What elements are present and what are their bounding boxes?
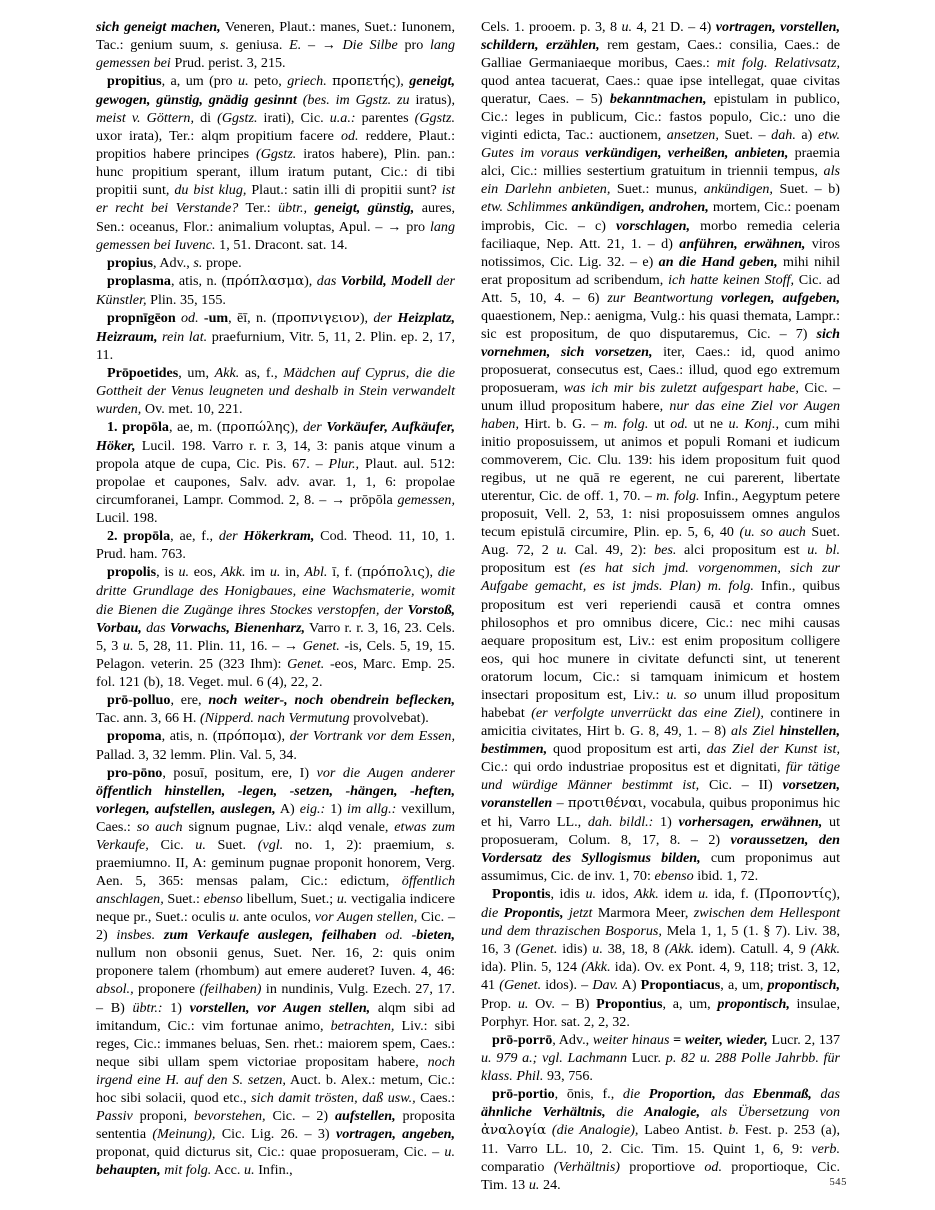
dict-entry: Prōpoetides, um, Akk. as, f., Mädchen auf Cyprus, die die Gottheit der Venus leugneten und deshalb in Stein verwandelt wurden, Ov. met. 10, 221. xyxy=(96,364,455,417)
dict-entry: 2. propōla, ae, f., der Hökerkram, Cod. Theod. 11, 10, 1. Prud. ham. 763. xyxy=(96,528,455,563)
dict-entry: prō-portio, ōnis, f., die Proportion, das Ebenmaß, das ähnliche Verhältnis, die Analogie, als Übersetzung von ἀναλογία (die Analogie), Labeo Antist. b. Fest. p. 253 (a), 11. Varro LL. 10, 2. Cic. Tim. 15. Quint 1, 6, 9: verb. comparatio (Verhältnis) proportiove od. proportioque, Cic. Tim. 13 u. 24. xyxy=(481,1085,841,1193)
dict-entry: prō-polluo, ere, noch weiter-, noch obendrein beflecken, Tac. ann. 3, 66 H. (Nipperd. nach Vermutung provolvebat). xyxy=(96,691,455,726)
dict-entry: prō-porrō, Adv., weiter hinaus = weiter, wieder, Lucr. 2, 137 u. 979 a.; vgl. Lachmann Lucr. p. 82 u. 288 Polle Jahrbb. für klass. Phil. 93, 756. xyxy=(481,1031,840,1084)
page-number: 545 xyxy=(829,1177,847,1188)
dict-entry: propitius, a, um (pro u. peto, griech. προπετής), geneigt, gewogen, günstig, gnädig gesinnt (bes. im Ggstz. zu iratus), meist v. Göttern, di (Ggstz. irati), Cic. u.a.: parentes (Ggstz. uxor irata), Ter.: alqm propitium facere od. reddere, Plaut.: propitios habere principes (Ggstz. iratos habere), Plin. pan.: hunc propitium sperant, illum iratum putant, Cic.: di tibi propitii sunt, du bist klug, Plaut.: satin illi di propitii sunt? ist er recht bei Verstande? Ter.: übtr., geneigt, günstig, aures, Sen.: oceanus, Flor.: animalium voluptas, Apul. – → pro lang gemessen bei Iuvenc. 1, 51. Dracont. sat. 14. xyxy=(96,73,456,253)
dict-entry: proplasma, atis, n. (πρόπλασμα), das Vorbild, Modell der Künstler, Plin. 35, 155. xyxy=(96,272,455,308)
dict-entry: sich geneigt machen, Veneren, Plaut.: manes, Suet.: Iunonem, Tac.: genium suum, s. geniusa. E. – → Die Silbe pro lang gemessen bei Prud. perist. 3, 215. xyxy=(96,19,456,72)
two-column-body xyxy=(96,18,840,1194)
dict-entry: Cels. 1. prooem. p. 3, 8 u. 4, 21 D. – 4) vortragen, vorstellen, schildern, erzählen, rem gestam, Caes.: consilia, Caes.: de Galliae Germaniaeque moribus, Caes.: mit folg. Relativsatz, quod antea tacuerat, Caes.: quae ipse intellegat, quae civitas queratur, Caes. – 5) bekanntmachen, epistulam in publico, Cic.: leges in publicum, Cic.: fastos populo, Cic.: uno die viginti edicta, Tac.: auctionem, ansetzen, Suet. – dah. a) etw. Gutes im voraus verkündigen, verheißen, anbieten, praemia alci, Cic.: millies sestertium gratuitum in triennii tempus, als ein Darlehn anbieten, Suet.: munus, ankündigen, Suet. – b) etw. Schlimmes ankündigen, androhen, mortem, Cic.: poenam improbis, Cic. – c) vorschlagen, morbo remedia celeria faciliaque, Nep. Att. 21, 1. – d) anführen, erwähnen, viros notissimos, Cic. Lig. 32. – e) an die Hand geben, mihi nihil erat propositum ad scribendum, ich hatte keinen Stoff, Cic. ad Att. 5, 10, 4. – 6) zur Beantwortung vorlegen, aufgeben, quaestionem, Nep.: aenigma, Vulg.: his quasi themata, Lampr.: sic est propositum, de quo disputaremus, Cic. – 7) sich vornehmen, sich vorsetzen, iter, Caes.: id, quod animo proposuerat, consecutus est, Caes.: illud, quod ego extremum proposueram, was ich mir bis zuletzt aufgespart habe, Cic. – unum illud propositum habere, nur das eine Ziel vor Augen haben, Hirt. b. G. – m. folg. ut od. ut ne u. Konj., cum mihi initio proposuissem, ut animos et populi Romani et iudicum commoverem, Cic. Clu. 139: his idem propositum fuit quod regibus, ut ne quā re egerent, ne cui parerent, libertate uterentur, Cic. de off. 1, 70. – m. folg. Infin., Aegyptum petere proposuit, Vell. 2, 53, 1: nisi proposuissem omnes angulos tecum epistulā circumire, Plin. ep. 5, 6, 40 (u. so auch Suet. Aug. 72, 2 u. Cal. 49, 2): bes. alci propositum est u. bl. propositum est (es hat sich jmd. vorgenommen, sich zur Aufgabe gemacht, es ist jmds. Plan) m. folg. Infin., quibus propositum est veri reperiendi causā et contra omnes philosophos et pro omnibus dicere, Cic.: nec mihi causas aequare propositum est, Liv.: est enim propositum colligere eos, qui hoc munere in civitate defuncti sint, ut tenerent oratorum locum, Cic.: si tamquam inimicum et hostem insectari propositum est, Liv.: u. so unum illud propositum habebat (er verfolgte unverrückt das eine Ziel), continere in amicitia civitates, Hirt b. G. 8, 49, 1. – 8) als Ziel hinstellen, bestimmen, quod propositum est arti, das Ziel der Kunst ist, Cic.: qui ordo industriae propositus est et dignitati, für tätige und würdige Männer bestimmt ist, Cic. – II) vorsetzen, voranstellen – προτιθέναι, vocabula, quibus proponimus hic et hi, Varro LL., dah. bildl.: 1) vorhersagen, erwähnen, ut proposueram, Colum. 8, 17, 8. – 2) voraussetzen, den Vordersatz des Syllogismus bilden, cum proponimus aut assumimus, Cic. de inv. 1, 70: ebenso ibid. 1, 72. xyxy=(481,19,841,885)
dict-entry: Propontis, idis u. idos, Akk. idem u. ida, f. (Προποντίς), die Propontis, jetzt Marmora Meer, zwischen dem Hellespont und dem thrazischen Bosporus, Mela 1, 1, 5 (1. § 7). Liv. 38, 16, 3 (Genet. idis) u. 38, 18, 8 (Akk. idem). Catull. 4, 9 (Akk. ida). Plin. 5, 124 (Akk. ida). Ov. ex Pont. 4, 9, 118; trist. 3, 12, 41 (Genet. idos). – Dav. A) Propontiacus, a, um, propontisch, Prop. u. Ov. – B) Propontius, a, um, propontisch, insulae, Porphyr. Hor. sat. 2, 2, 32. xyxy=(481,886,841,1030)
dict-entry: 1. propōla, ae, m. (προπώλης), der Vorkäufer, Aufkäufer, Höker, Lucil. 198. Varro r. r. 3, 14, 3: panis atque vinum a propola atque de cupa, Cic. Pis. 67. – Plur., Plaut. aul. 512: propolae et caupones, Salv. adv. avar. 1, 1, 6: propolae circumforanei, Lampr. Commod. 2, 8. – → prōpōla gemessen, Lucil. 198. xyxy=(96,419,456,527)
dict-entry: propolis, is u. eos, Akk. im u. in, Abl. ī, f. (πρόπολις), die dritte Grundlage des Honigbaues, eine Wachsmaterie, womit die Bienen die Zugänge ihres Stockes verstopfen, der Vorstoß, Vorbau, das Vorwachs, Bienenharz, Varro r. r. 3, 16, 23. Cels. 5, 3 u. 5, 28, 11. Plin. 11, 16. – → Genet. -is, Cels. 5, 19, 15. Pelagon. veterin. 25 (323 Ihm): Genet. -eos, Marc. Emp. 25. fol. 121 (b), 18. Veget. mul. 6 (4), 22, 2. xyxy=(96,564,456,690)
dict-entry: propnīgēon od. -um, ēī, n. (προπνιγειον), der Heizplatz, Heizraum, rein lat. praefurnium, Vitr. 5, 11, 2. Plin. ep. 2, 17, 11. xyxy=(96,309,456,363)
left-column xyxy=(96,18,455,1179)
dict-entry: propius, Adv., s. prope. xyxy=(107,254,242,271)
dict-entry: pro-pōno, posuī, positum, ere, I) vor die Augen anderer öffentlich hinstellen, -legen, -setzen, -hängen, -heften, vorlegen, aufstellen, auslegen, A) eig.: 1) im allg.: vexillum, Caes.: so auch signum pugnae, Liv.: alqd venale, etwas zum Verkaufe, Cic. u. Suet. (vgl. no. 1, 2): praemium, s. praemiumno. II, A: geminum pugnae proponit honorem, Verg. Aen. 5, 365: mensas palam, Cic.: edictum, öffentlich anschlagen, Suet.: ebenso libellum, Suet.; u. vectigalia indicere neque pr., Suet.: oculis u. ante oculos, vor Augen stellen, Cic. – 2) insbes. zum Verkaufe auslegen, feilhaben od. -bieten, nullum non obsonii genus, Suet. Ner. 16, 2: quis onim proponere talem (rhombum) aut emere auderet? Iuven. 4, 46: absol., proponere (feilhaben) in nundinis, Vulg. Ezech. 27, 17. – B) übtr.: 1) vorstellen, vor Augen stellen, alqm sibi ad imitandum, Cic.: vim fortunae animo, betrachten, Liv.: sibi reges, Cic.: immanes beluas, Sen. rhet.: maiorem spem, Caes.: neque sibi ullam spem victoriae propositam habere, noch irgend eine H. auf den S. setzen, Auct. b. Alex.: metum, Cic.: hoc sibi solacii, quod etc., sich damit trösten, daß usw., Caes.: Passiv proponi, bevorstehen, Cic. – 2) aufstellen, proposita sententia (Meinung), Cic. Lig. 26. – 3) vortragen, angeben, proponat, quid dicturus sit, Cic.: quae proposueram, Cic. – u. behaupten, mit folg. Acc. u. Infin., xyxy=(96,764,456,1178)
dict-entry: propoma, atis, n. (πρόπομα), der Vortrank vor dem Essen, Pallad. 3, 32 lemm. Plin. Val. 5, 34. xyxy=(96,727,456,763)
right-column xyxy=(481,18,840,1194)
